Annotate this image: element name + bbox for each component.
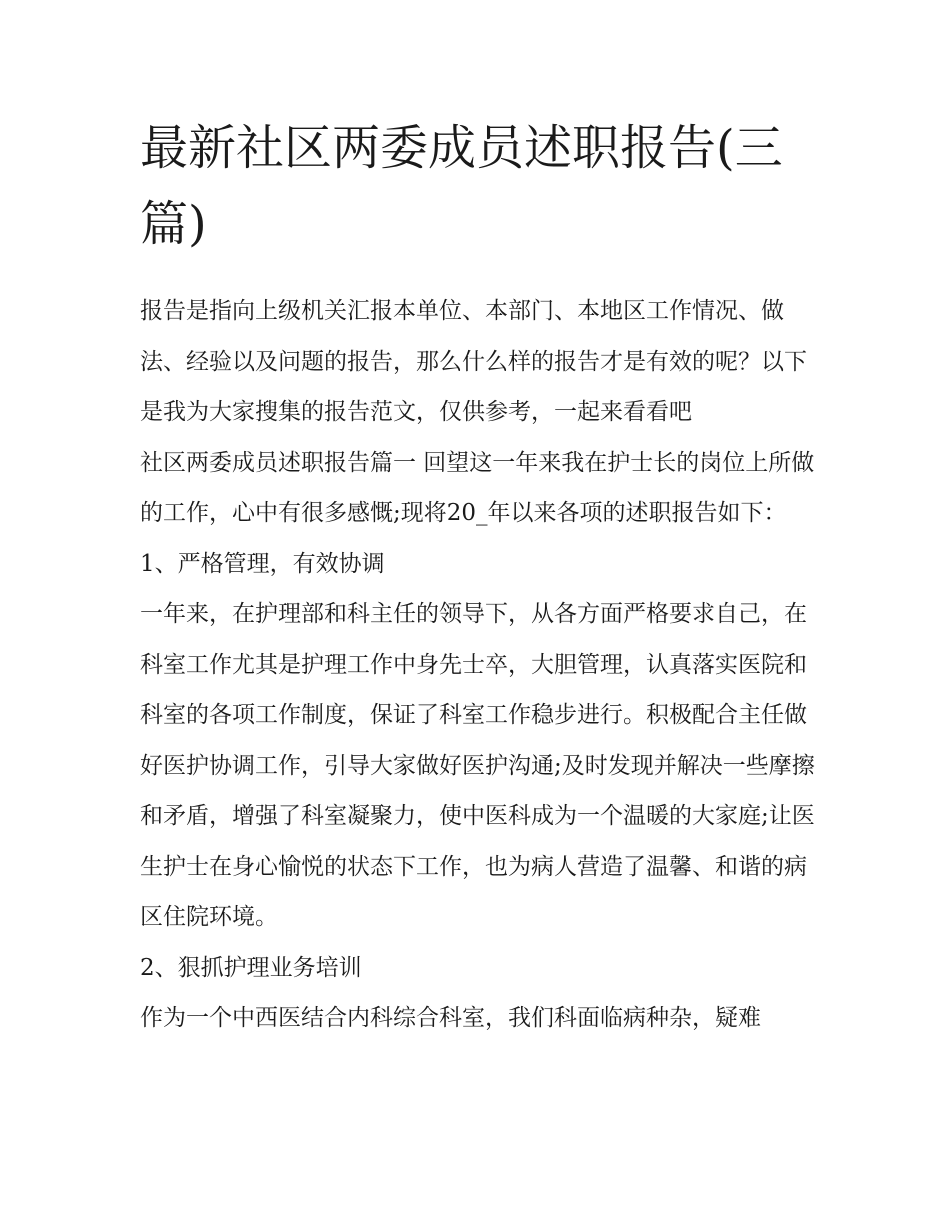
document-page — [140, 110, 820, 1044]
paragraph-heading-training: 2、狠抓护理业务培训 — [140, 954, 362, 981]
document-title: 最新社区两委成员述职报告(三篇) — [140, 120, 783, 252]
paragraph-report-opening: 社区两委成员述职报告篇一 回望这一年来我在护士长的岗位上所做的工作，心中有很多感慨;现将20_年以来各项的述职报告如下： 1、严格管理，有效协调 — [140, 449, 815, 577]
paragraph-management: 一年来，在护理部和科主任的领导下，从各方面严格要求自己，在科室工作尤其是护理工作中身先士卒，大胆管理，认真落实医院和科室的各项工作制度，保证了科室工作稳步进行。积极配合主任做好医护协调工作，引导大家做好医护沟通;及时发现并解决一些摩擦和矛盾，增强了科室凝聚力，使中医科成为一个温暖的大家庭;让医生护士在身心愉悦的状态下工作，也为病人营造了温馨、和谐的病区住院环境。 — [140, 601, 815, 930]
paragraph-intro: 报告是指向上级机关汇报本单位、本部门、本地区工作情况、做法、经验以及问题的报告，那么什么样的报告才是有效的呢？以下是我为大家搜集的报告范文，仅供参考，一起来看看吧 — [140, 298, 807, 425]
paragraph-training: 作为一个中西医结合内科综合科室，我们科面临病种杂，疑难 — [140, 1005, 761, 1031]
document-body — [140, 286, 820, 1044]
